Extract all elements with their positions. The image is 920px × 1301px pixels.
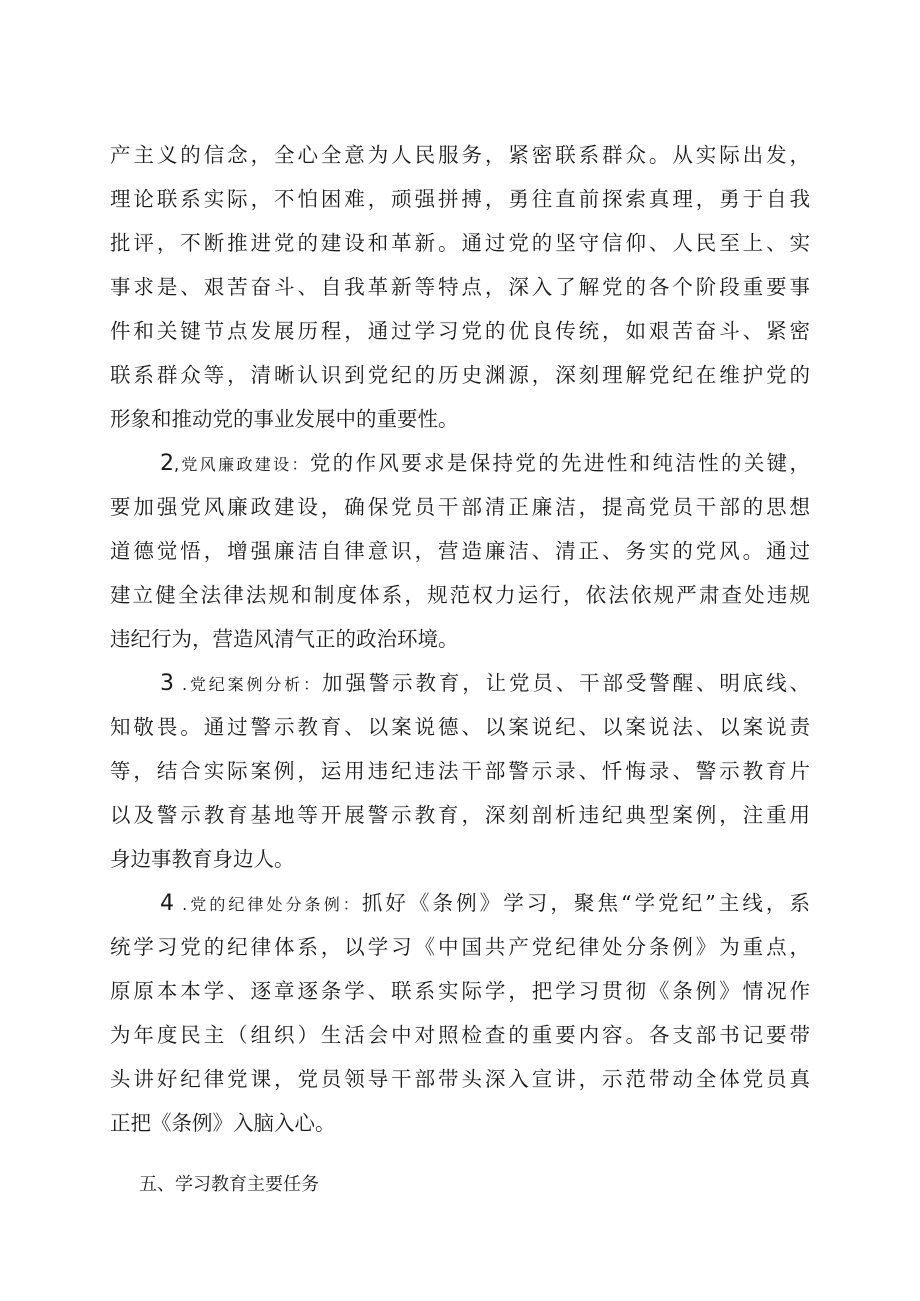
text-line: 违纪行为，营造风清气正的政治环境。 bbox=[110, 627, 459, 651]
item-3-first-line bbox=[110, 661, 810, 705]
item-2-first-line-text: 党的作风要求是保持党的先进性和纯洁性的关键， bbox=[309, 451, 811, 475]
item-2-number: 2 bbox=[160, 451, 174, 476]
text-line: 知敬畏。通过警示教育、以案说德、以案说纪、以案说法、以案说责 bbox=[110, 715, 810, 739]
item-3-first-line-text: 加强警示教育，让党员、干部受警醒、明底线、 bbox=[322, 671, 810, 695]
text-line: 等，结合实际案例，运用违纪违法干部警示录、忏悔录、警示教育片 bbox=[110, 759, 810, 783]
item-2-first-line bbox=[110, 441, 810, 485]
item-2-heading: ,党风廉政建设： bbox=[174, 455, 310, 474]
text-line: 联系群众等，清晰认识到党纪的历史渊源，深刻理解党纪在维护党的 bbox=[110, 363, 810, 387]
text-line: 理论联系实际，不怕困难，顽强拼搏，勇往直前探索真理，勇于自我 bbox=[110, 187, 810, 211]
text-line: 产主义的信念，全心全意为人民服务，紧密联系群众。从实际出发， bbox=[110, 143, 810, 167]
item-4-first-line-text: 抓好《条例》学习，聚焦“学党纪”主线，系 bbox=[361, 891, 810, 915]
item-3-paragraph bbox=[110, 661, 810, 881]
text-line: 件和关键节点发展历程，通过学习党的优良传统，如艰苦奋斗、紧密 bbox=[110, 319, 810, 343]
text-line: 身边事教育身边人。 bbox=[110, 847, 295, 871]
text-line: 以及警示教育基地等开展警示教育，深刻剖析违纪典型案例，注重用 bbox=[110, 803, 810, 827]
item-2-paragraph bbox=[110, 441, 810, 661]
intro-paragraph bbox=[110, 133, 810, 441]
text-line: 为年度民主（组织）生活会中对照检查的重要内容。各支部书记要带 bbox=[110, 1023, 810, 1047]
document-page bbox=[110, 133, 810, 1207]
text-line: 要加强党风廉政建设，确保党员干部清正廉洁，提高党员干部的思想 bbox=[110, 495, 810, 519]
section-5-heading: 五、学习教育主要任务 bbox=[139, 1174, 319, 1195]
item-4-heading: .党的纪律处分条例： bbox=[174, 895, 362, 914]
item-3-number: 3 bbox=[160, 671, 174, 696]
text-line: 正把《条例》入脑入心。 bbox=[110, 1111, 336, 1135]
item-3-heading: .党纪案例分析： bbox=[174, 675, 323, 694]
text-line: 统学习党的纪律体系，以学习《中国共产党纪律处分条例》为重点， bbox=[110, 935, 810, 959]
text-line: 批评，不断推进党的建设和革新。通过党的坚守信仰、人民至上、实 bbox=[110, 231, 810, 255]
text-line: 形象和推动党的事业发展中的重要性。 bbox=[110, 407, 459, 431]
text-line: 原原本本学、逐章逐条学、联系实际学，把学习贯彻《条例》情况作 bbox=[110, 979, 810, 1003]
text-line: 头讲好纪律党课，党员领导干部带头深入宣讲，示范带动全体党员真 bbox=[110, 1067, 810, 1091]
text-line: 事求是、艰苦奋斗、自我革新等特点，深入了解党的各个阶段重要事 bbox=[110, 275, 810, 299]
text-line: 道德觉悟，增强廉洁自律意识，营造廉洁、清正、务实的党风。通过 bbox=[110, 539, 810, 563]
item-4-paragraph bbox=[110, 881, 810, 1145]
item-4-number: 4 bbox=[160, 891, 174, 916]
text-line: 建立健全法律法规和制度体系，规范权力运行，依法依规严肃查处违规 bbox=[110, 583, 810, 607]
item-4-first-line bbox=[110, 881, 810, 925]
